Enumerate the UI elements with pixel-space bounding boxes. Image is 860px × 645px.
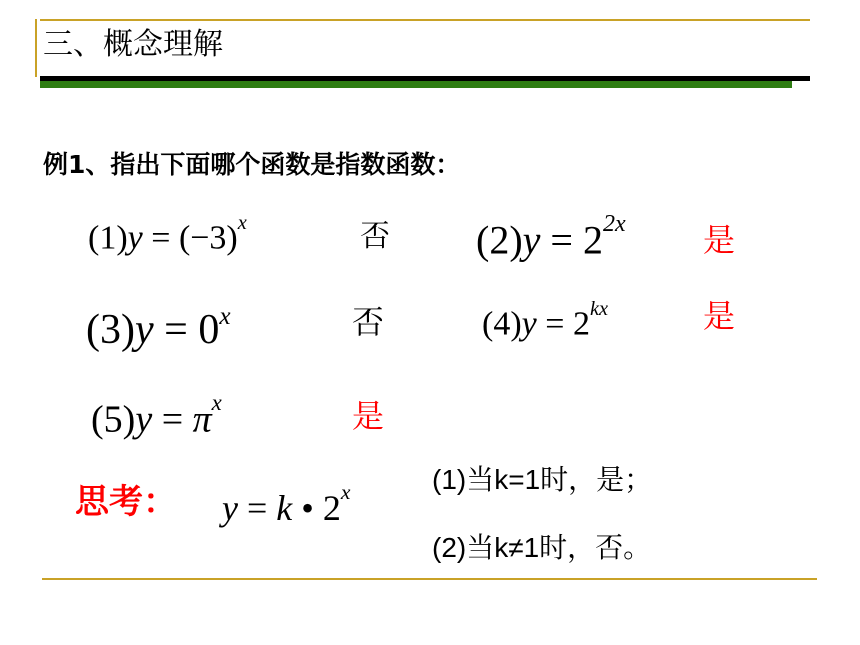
header-left-rule <box>35 19 37 77</box>
equation-index: (1) <box>88 219 128 257</box>
equation-equals: = <box>151 219 171 257</box>
equation-index: (4) <box>482 305 522 343</box>
equation-lhs: y <box>135 398 153 441</box>
example-heading: 例1、指出下面哪个函数是指数函数： <box>43 150 461 179</box>
expression-exponent: x <box>340 480 351 505</box>
equation-exponent: 2x <box>602 210 626 237</box>
answer-2: 是 <box>703 221 736 259</box>
equation-lhs: y <box>521 305 537 343</box>
header-green-bar <box>40 81 792 88</box>
footer-rule <box>42 578 817 580</box>
equation-exponent: x <box>211 390 222 416</box>
equation-index: (5) <box>91 398 136 441</box>
expression-k: k <box>276 488 293 528</box>
equation-2 <box>476 210 626 263</box>
thinking-note-1: (1)当k=1时，是； <box>432 464 653 495</box>
answer-4: 是 <box>703 297 736 335</box>
equation-equals: = <box>161 398 184 441</box>
answer-3: 否 <box>352 303 385 341</box>
equation-base: 2 <box>572 305 590 343</box>
equation-exponent: x <box>237 211 247 234</box>
thinking-expression <box>222 480 351 528</box>
expression-lhs: y <box>222 488 238 528</box>
equation-index: (2) <box>476 217 523 263</box>
equation-exponent: kx <box>589 297 609 320</box>
equation-exponent: x <box>219 303 231 331</box>
expression-dot: • <box>301 488 314 528</box>
equation-1 <box>88 211 247 257</box>
equation-equals: = <box>550 217 573 263</box>
equation-lhs: y <box>522 217 541 263</box>
equation-5 <box>91 390 222 441</box>
expression-equals: = <box>246 488 268 528</box>
equation-3 <box>86 303 231 353</box>
expression-base: 2 <box>322 488 341 528</box>
equation-equals: = <box>164 307 188 353</box>
answer-5: 是 <box>352 397 385 435</box>
section-title: 三、概念理解 <box>43 27 223 62</box>
equation-base: 2 <box>582 217 603 263</box>
answer-1: 否 <box>360 219 390 254</box>
equation-equals: = <box>545 305 565 343</box>
equation-index: (3) <box>86 307 135 353</box>
equation-lhs: y <box>127 219 143 257</box>
equation-4 <box>482 297 609 343</box>
header-top-rule <box>40 19 810 21</box>
equation-lhs: y <box>134 307 154 353</box>
thinking-label: 思考： <box>75 482 177 522</box>
thinking-note-2: (2)当k≠1时，否。 <box>432 532 652 563</box>
equation-base: π <box>192 398 212 441</box>
equation-base: 0 <box>198 307 220 353</box>
equation-base: (−3) <box>178 219 238 257</box>
